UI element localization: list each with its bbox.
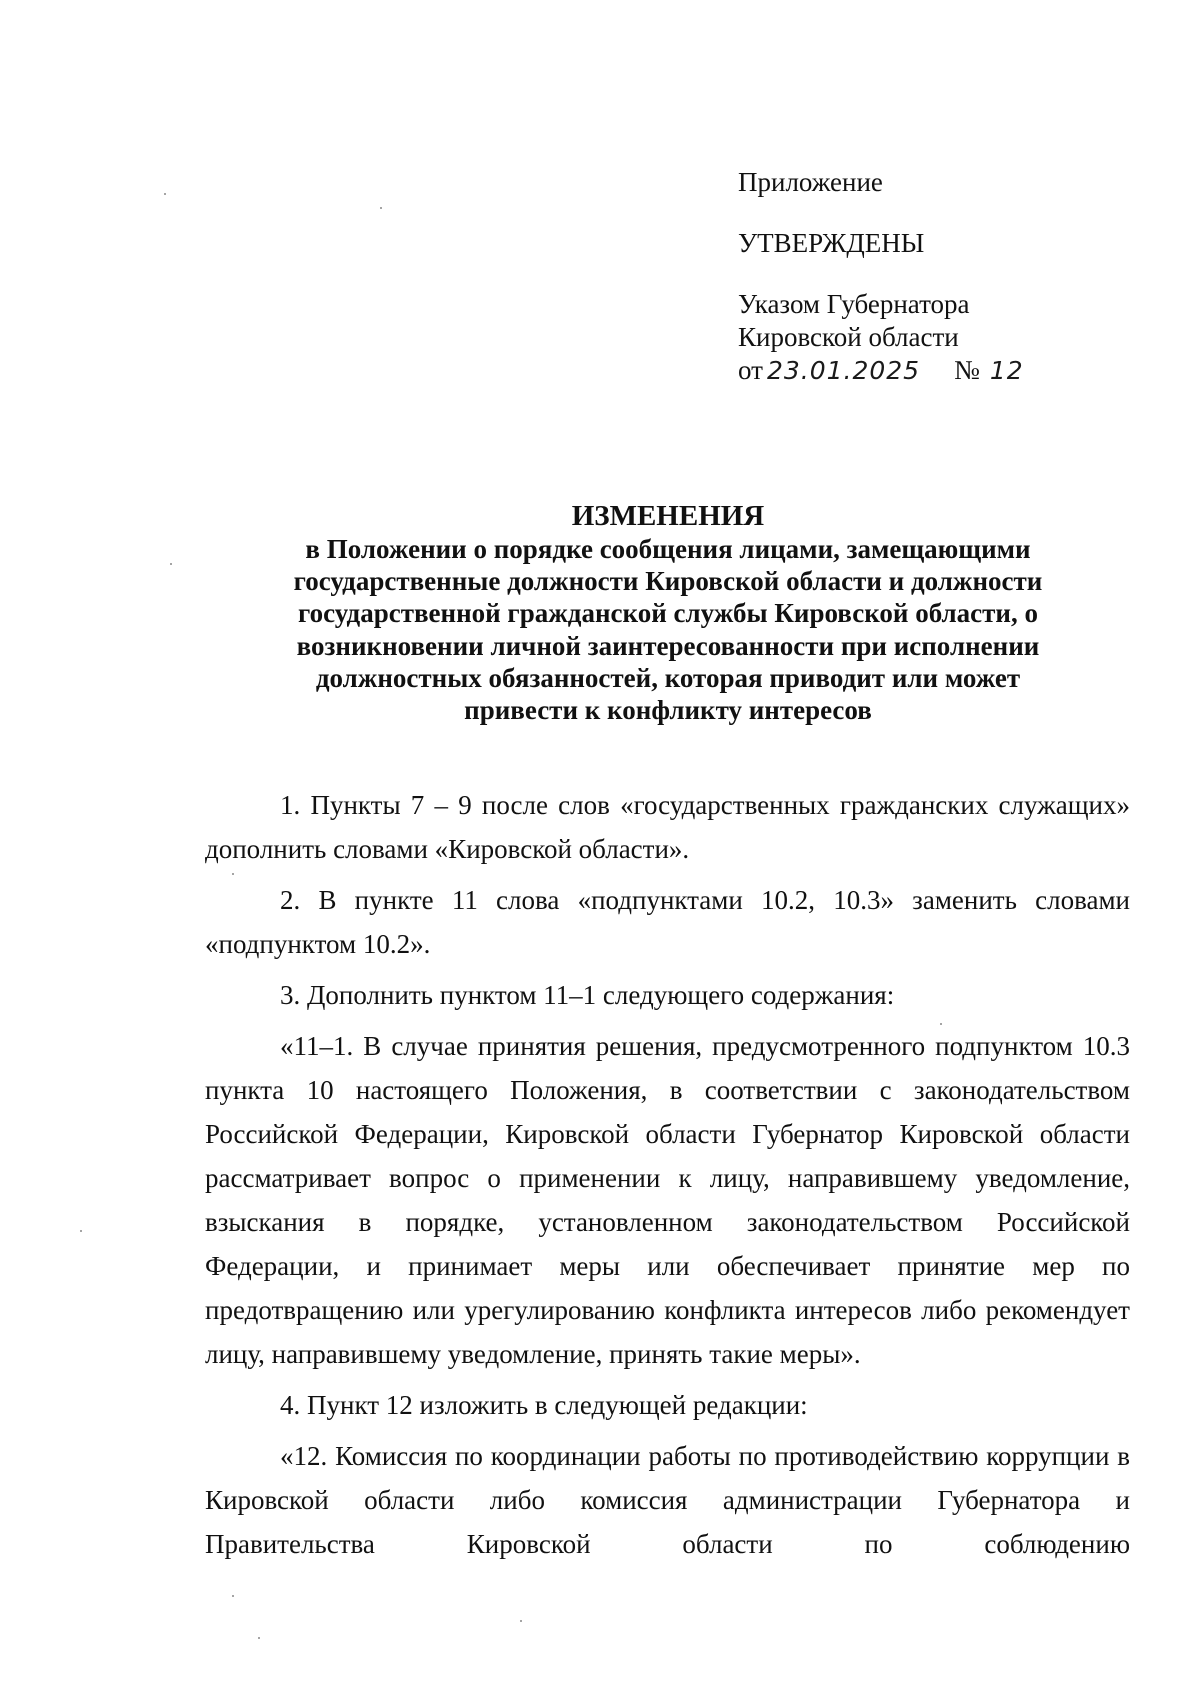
heading-line-5: должностных обязанностей, которая приводит или может	[315, 662, 1021, 693]
heading-line-4: возникновении личной заинтересованности при исполнении	[296, 630, 1040, 661]
handwritten-date: 23.01.2025	[766, 356, 921, 385]
decree-date-line	[738, 354, 1138, 387]
paragraph-3: 3. Дополнить пунктом 11–1 следующего содержания:	[280, 980, 895, 1010]
scan-speck	[164, 193, 166, 195]
heading-line-1: в Положении о порядке сообщения лицами, замещающими	[305, 534, 1031, 564]
paragraph-5: 4. Пункт 12 изложить в следующей редакции:	[280, 1390, 808, 1420]
decree-line-1: Указом Губернатора	[738, 289, 970, 319]
paragraph-4: «11–1. В случае принятия решения, предусмотренного подпунктом 10.3 пункта 10 настоящего Положения, в соответствии с законодательством Российской Федерации, Кировской области Губернатор Кировской области рассматривает вопрос о применении к лицу, направившему уведомление, взыскания в порядке, установленном законодательством Российской Федерации, и принимает меры или обеспечивает принятие мер по предотвращению или урегулированию конфликта интересов либо рекомендует лицу, направившему уведомление, принять такие меры».	[205, 1031, 1130, 1369]
paragraph-2: 2. В пункте 11 слова «подпунктами 10.2, 10.3» заменить словами «подпунктом 10.2».	[205, 885, 1130, 959]
paragraph-6: «12. Комиссия по координации работы по противодействию коррупции в Кировской области либо комиссия администрации Губернатора и Правительства Кировской области по соблюдению	[205, 1441, 1130, 1559]
scan-speck	[520, 1620, 522, 1622]
from-label: от	[738, 355, 763, 385]
heading-line-6: привести к конфликту интересов	[464, 695, 872, 726]
heading-line-2: государственные должности Кировской области и должности	[293, 566, 1043, 597]
heading-line-3: государственной гражданской службы Кировской области, о	[298, 598, 1038, 629]
handwritten-number: 12	[989, 356, 1024, 385]
scan-speck	[380, 207, 382, 209]
paragraph-1: 1. Пункты 7 – 9 после слов «государственных гражданских служащих» дополнить словами «Кировской области».	[205, 790, 1130, 864]
scan-speck	[940, 1023, 942, 1025]
document-body	[205, 783, 1130, 1573]
document-title: ИЗМЕНЕНИЯ	[571, 500, 765, 532]
appendix-label: Приложение	[738, 167, 883, 197]
document-heading	[200, 499, 1136, 726]
scan-speck	[232, 1595, 234, 1597]
number-label: №	[954, 355, 980, 385]
scan-speck	[232, 873, 234, 875]
decree-line-2: Кировской области	[738, 322, 959, 352]
scan-speck	[258, 1637, 260, 1639]
approval-block	[738, 166, 1138, 387]
scan-speck	[80, 1230, 82, 1232]
scan-speck	[170, 563, 172, 565]
approved-label: УТВЕРЖДЕНЫ	[738, 228, 925, 258]
